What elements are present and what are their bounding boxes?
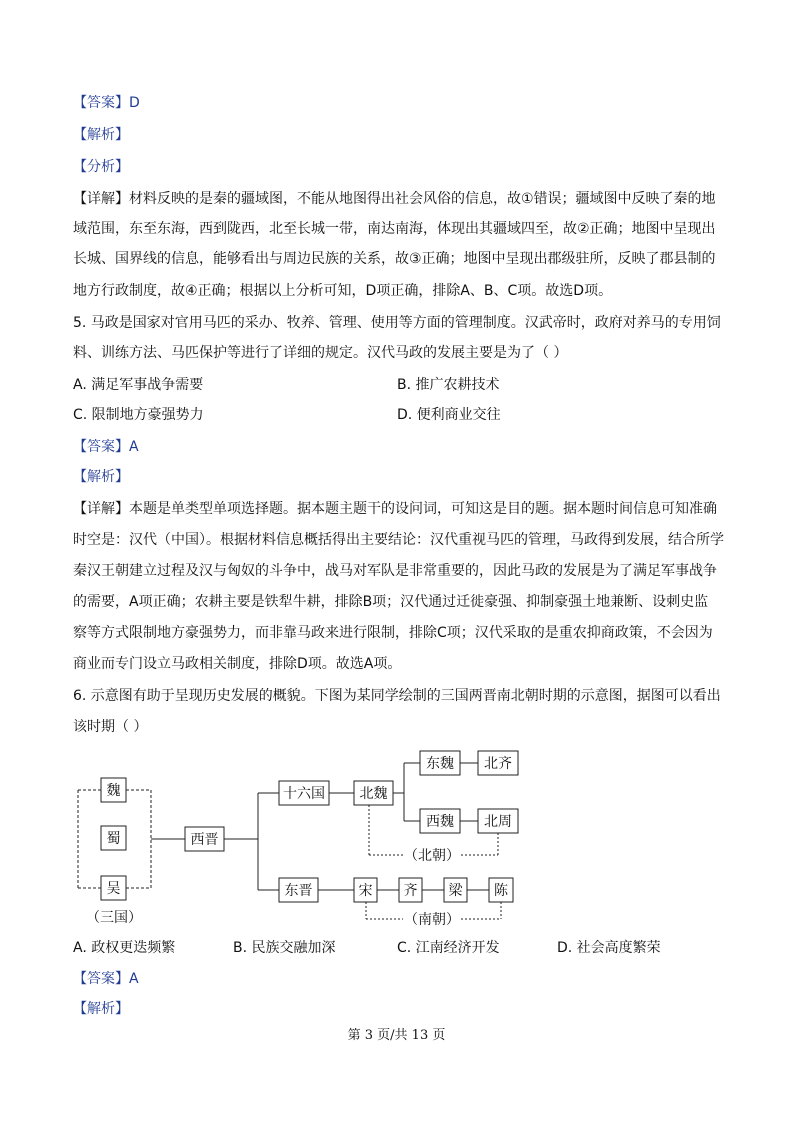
node-xiwei: 西魏 [426, 814, 454, 830]
node-wei: 魏 [106, 783, 121, 799]
page-footer: 第 3 页/共 13 页 [347, 1028, 446, 1043]
analysis-label: 【解析】 [73, 1001, 129, 1017]
q5-option-d: D. 便利商业交往 [397, 407, 501, 423]
detail-line: 商业而专门设立马政相关制度，排除D项。故选A项。 [73, 656, 402, 672]
detail-line: 秦汉王朝建立过程及汉与匈奴的斗争中，战马对军队是非常重要的，因此马政的发展是为了满足军事战争 [73, 563, 717, 579]
detail-line: 地方行政制度，故④正确；根据以上分析可知，D项正确，排除A、B、C项。故选D项。 [73, 283, 613, 299]
node-beizhou: 北周 [484, 814, 512, 830]
analysis-label: 【解析】 [73, 127, 129, 143]
node-liang: 梁 [448, 883, 463, 899]
detail-line: 察等方式限制地方豪强势力，而非靠马政来进行限制，排除C项；汉代采取的是重农抑商政策，不会因为 [73, 625, 713, 641]
q5-option-b: B. 推广农耕技术 [397, 377, 500, 393]
label-sanguo: （三国） [86, 910, 142, 926]
node-wu: 吴 [106, 881, 121, 897]
node-chen: 陈 [494, 883, 508, 899]
node-dongwei: 东魏 [426, 756, 454, 772]
q6-option-b: B. 民族交融加深 [233, 940, 336, 956]
answer-label: 【答案】A [73, 439, 139, 455]
node-beiwei: 北魏 [359, 786, 388, 802]
label-nanchao: （南朝） [404, 912, 460, 928]
answer-label: 【答案】A [73, 971, 139, 987]
question-5-line: 5. 马政是国家对官用马匹的采办、牧养、管理、使用等方面的管理制度。汉武帝时，政府对养马的专用饲 [73, 315, 721, 331]
question-5-line: 料、训练方法、马匹保护等进行了详细的规定。汉代马政的发展主要是为了（ ） [73, 345, 568, 361]
detail-line: 长城、国界线的信息，能够看出与周边民族的关系，故③正确；地图中呈现出郡级驻所，反映了郡县制的 [73, 251, 716, 267]
q5-option-c: C. 限制地方豪强势力 [73, 407, 204, 423]
question-6-line: 6. 示意图有助于呈现历史发展的概貌。下图为某同学绘制的三国两晋南北朝时期的示意图，据图可以看出 [73, 688, 721, 704]
q6-option-c: C. 江南经济开发 [397, 940, 500, 956]
node-qi: 齐 [403, 883, 418, 899]
q5-option-a: A. 满足军事战争需要 [73, 377, 204, 393]
q6-option-d: D. 社会高度繁荣 [557, 940, 661, 956]
node-shu: 蜀 [106, 831, 121, 847]
fenxi-label: 【分析】 [73, 159, 129, 175]
question-6-line: 该时期（ ） [73, 719, 148, 735]
detail-line: 【详解】材料反映的是秦的疆域图，不能从地图得出社会风俗的信息，故①错误；疆域图中反映了秦的地 [73, 191, 716, 207]
node-dongjin: 东晋 [284, 883, 313, 899]
detail-line: 时空是：汉代（中国）。根据材料信息概括得出主要结论：汉代重视马匹的管理，马政得到发展，结合所学 [73, 532, 724, 548]
node-xijin: 西晋 [190, 832, 219, 848]
node-beiqi: 北齐 [484, 756, 512, 772]
node-shiliuguo: 十六国 [283, 786, 325, 802]
detail-line: 【详解】本题是单类型单项选择题。据本题主题干的设问词，可知这是目的题。据本题时间信息可知准确 [73, 501, 717, 517]
node-song: 宋 [358, 883, 373, 899]
answer-label: 【答案】D [73, 95, 140, 111]
analysis-label: 【解析】 [73, 469, 129, 485]
detail-line: 域范围，东至东海，西到陇西，北至长城一带，南达南海，体现出其疆域四至，故②正确；地图中呈现出 [73, 221, 716, 237]
label-beichao: （北朝） [404, 848, 460, 864]
q6-option-a: A. 政权更迭频繁 [73, 940, 176, 956]
detail-line: 的需要，A项正确；农耕主要是铁犁牛耕，排除B项；汉代通过迁徙豪强、抑制豪强土地兼断、设刺史监 [73, 594, 709, 610]
